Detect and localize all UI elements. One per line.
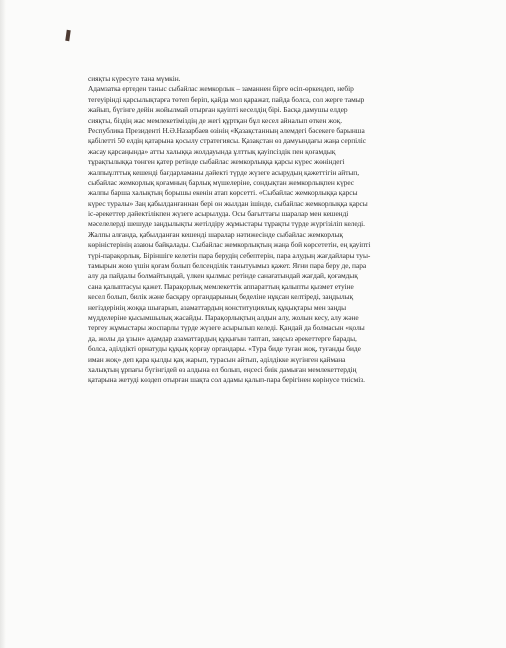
text-line: тегеуірінді қарсылықтарға төтеп беріп, қайда мол қаражат, пайда болса, сол жерге тамыр	[88, 94, 365, 104]
staple-mark	[65, 30, 70, 41]
text-line: мәселелерді шешуде заңдылықты жетілдіру жұмыстары тұрақты түрде жүргізіліп келеді.	[88, 219, 365, 229]
text-line: көріністерінің азаюы байқалады. Сыбайлас жемкорлықтың жаңа бой көрсететін, ең қауіпті	[88, 240, 371, 250]
text-line: сыбайлас жемкорлық қоғамның барлық мүшелеріне, сондықтан жемкорлықпен күрес	[88, 177, 355, 187]
text-line: жасау қарсаңында» атты халыққа жолдауында ұлттық қауіпсіздік пен қоғамдық	[88, 146, 336, 156]
text-line: тұрақтылыққа төнген қатер ретінде сыбайлас жемкорлыққа қарсы күрес жөніндегі	[88, 157, 345, 167]
text-line: иман жоқ» деп қара қылды қақ жарып, турасын айтып, әділдікке жүгінген қаймана	[88, 354, 346, 364]
text-line: түрі-парақорлық. Біріншіге келетін пара берудің себептерін, пара алудың жағдайлары туы-	[88, 250, 371, 260]
text-line: да, жолы да ұзын» адамдар азаматтардың құқығын таптап, заңсыз әрекеттерге барады,	[88, 333, 357, 343]
text-line: негіздерінің жоққа шығарып, азаматтардың конституциялық құқықтары мен заңды	[88, 302, 347, 312]
text-line: Жалпы алғанда, қабылданған кешенді шаралар нәтижесінде сыбайлас жемкорлық	[88, 229, 343, 239]
text-line: жайып, бүгінге дейін жойылмай отырған қауіпті кеселдің бірі. Басқа дамушы елдер	[88, 105, 348, 115]
text-line: іс-әрекеттер дәйектілікпен жүзеге асырылуда. Осы бағыттағы шаралар мен кешенді	[88, 209, 349, 219]
text-line: Республика Президенті Н.Ә.Назарбаев өзінің «Қазақстанның әлемдегі бәсекеге барынша	[88, 125, 365, 135]
body-text	[88, 74, 474, 386]
text-line: күрес туралы» Заң қабылданғаннан бері он жылдан ішінде, сыбайлас жемкорлыққа қарсы	[88, 198, 368, 208]
text-line: жалпыұлттық кешенді бағдарламаны дәйекті түрде жүзеге асырудың қажеттігін айтып,	[88, 167, 359, 177]
text-line: тамырын жою үшін қоғам болып белсенділік танытуымыз қажет. Яғни пара беру де, пара	[88, 261, 367, 271]
text-line: халықтың ұрпағы бүгінгідей өз алдына ел болып, еңсесі биік дамыған мемлекеттердің	[88, 364, 357, 374]
text-line: сияқты, біздің жас мемлекетіміздің де жегі құртқан бұл кесел айналып өткен жоқ.	[88, 115, 343, 125]
text-line: кесел болып, билік және басқару органдарының беделіне нұқсан келтіреді, заңдылық	[88, 292, 354, 302]
text-line: Адамзатка ертеден таныс сыбайлас жемкорлык – заманнен бірге өсіп-өркендеп, небір	[88, 84, 354, 94]
text-line: сияқты күресуге тана мүмкін.	[88, 74, 181, 83]
text-line: болса, әділдікті орнатуды құқық қорғау органдары. «Тура биде туған жоқ, туғанды биде	[88, 344, 361, 354]
text-line: мүдделеріне қысымшылық жасайды. Парақорлықтың алдын алу, жолын кесу, алу және	[88, 312, 359, 322]
text-line: жалпы барша халықтың борышы екенін атап көрсетті. «Сыбайлас жемкорлыққа қарсы	[88, 188, 358, 198]
text-line: алу да пайдалы болмайтындай, үлкен қылмыс ретінде санағатындай жағдай, қоғамдық	[88, 271, 358, 281]
text-line: сана қалыптасуы қажет. Парақорлық мемлекеттік аппараттың қалыпты қызмет етуіне	[88, 281, 354, 291]
page-edge-shadow	[0, 0, 6, 648]
text-line: қабілетті 50 елдің қатарына қосылу стратегиясы. Қазақстан өз дамуындағы жаңа серпіліс	[88, 136, 366, 146]
text-line: тергеу жұмыстары жоспарлы түрде жүзеге асырылып келеді. Қандай да болмасын «қолы	[88, 323, 365, 333]
text-line: қатарына жетуді көздеп отырған шақта сол адамы қалып-пара берігінен көрінусе тиісміз.	[88, 375, 365, 385]
